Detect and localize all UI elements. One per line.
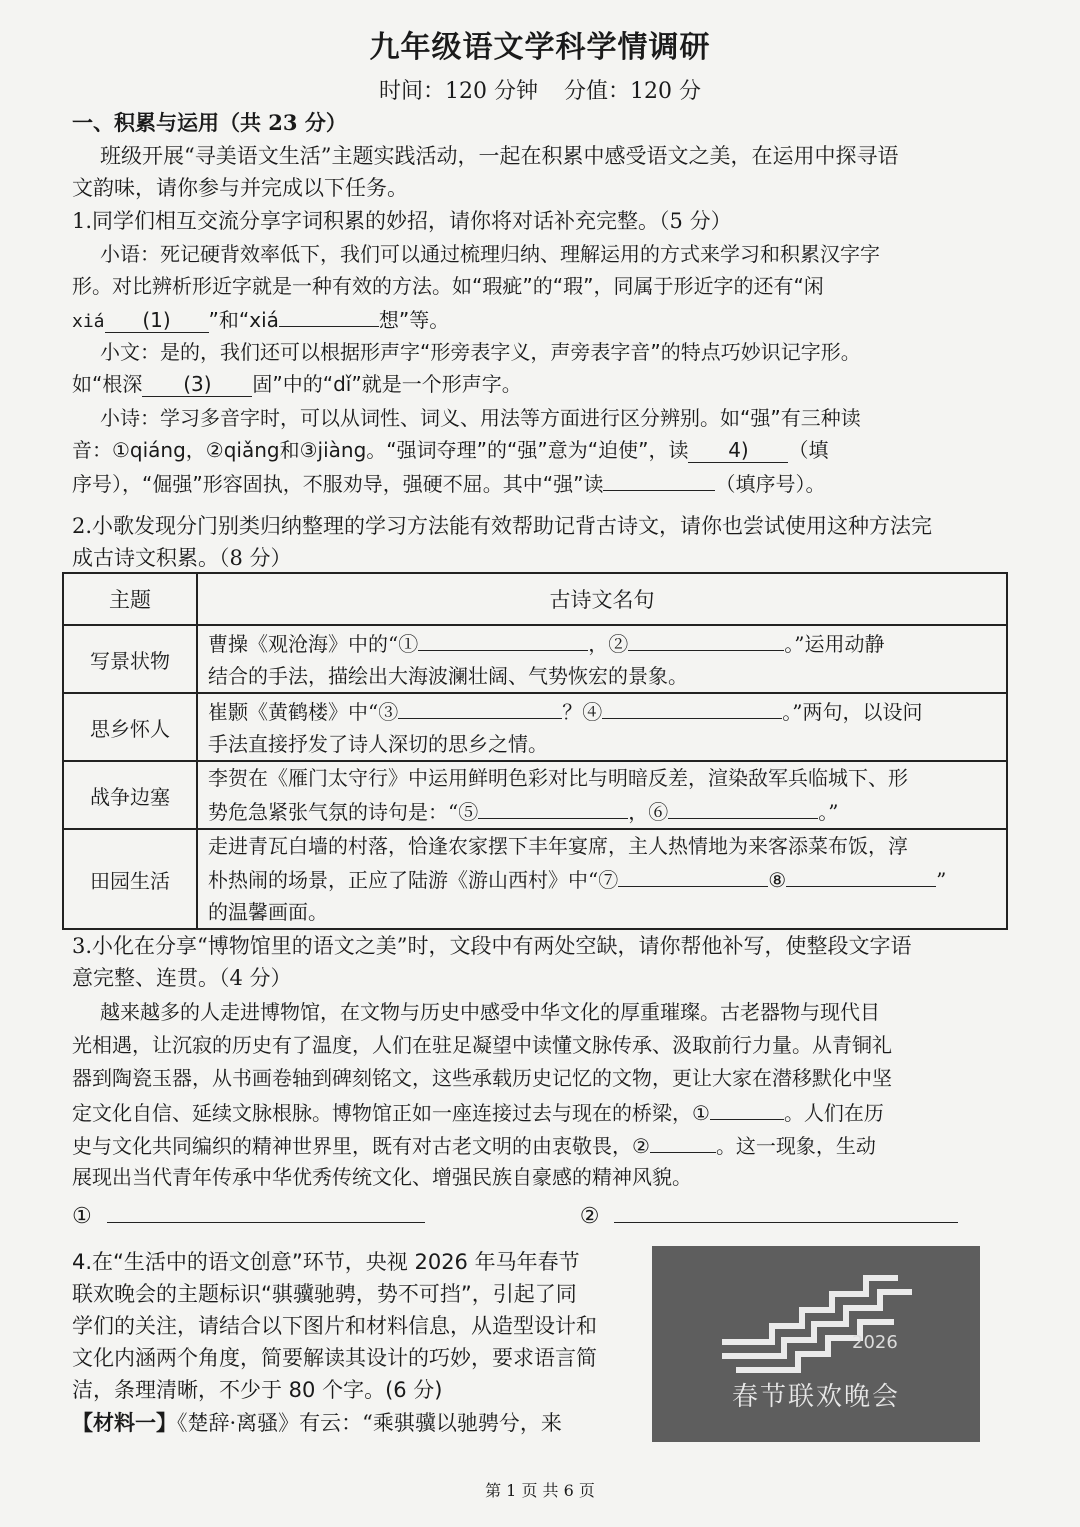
- question-4-stem: 文化内涵两个角度，简要解读其设计的巧妙，要求语言简: [72, 1346, 597, 1370]
- section-heading: 一、积累与运用（共 23 分）: [72, 110, 347, 135]
- answer-blank[interactable]: [710, 1095, 784, 1120]
- question-4-stem: 学们的关注，请结合以下图片和材料信息，从造型设计和: [72, 1314, 597, 1338]
- dialogue-line: 如“根深 (3) 固”中的“dǐ”就是一个形声字。: [72, 372, 522, 396]
- answer-blank[interactable]: [602, 694, 782, 719]
- time-limit: 时间：120 分钟: [379, 79, 538, 104]
- answer-blank[interactable]: [786, 862, 936, 887]
- answer-blank[interactable]: [650, 1128, 716, 1153]
- question-4-stem: 4.在“生活中的语文创意”环节，央视 2026 年马年春节: [72, 1250, 580, 1274]
- gala-logo-image: [652, 1246, 980, 1442]
- table-header-row: [63, 573, 1007, 625]
- dialogue-line: 小诗：学习多音字时，可以从词性、词义、用法等方面进行区分辨别。如“强”有三种读: [100, 406, 861, 430]
- dialogue-line: 小语：死记硬背效率低下，我们可以通过梳理归纳、理解运用的方式来学习和积累汉字字: [100, 242, 880, 266]
- answer-blank-4[interactable]: 4): [688, 438, 788, 463]
- table-row: [63, 761, 1007, 829]
- material-line: [72, 1406, 640, 1440]
- answer-lines: [72, 1198, 972, 1229]
- answer-blank[interactable]: [478, 794, 628, 819]
- section-intro: 班级开展“寻美语文生活”主题实践活动，一起在积累中感受语文之美，在运用中探寻语: [100, 144, 899, 168]
- table-row: [63, 625, 1007, 693]
- dialogue-line: 序号），“倔强”形容固执，不服劝导，强硬不屈。其中“强”读 （填序号）。: [72, 466, 1012, 501]
- answer-blank-5[interactable]: [603, 466, 715, 491]
- table-row: [63, 693, 1007, 761]
- poem-table: [62, 572, 1008, 930]
- answer-blank-2[interactable]: [279, 302, 379, 327]
- row-content: 走进青瓦白墙的村落，恰逢农家摆下丰年宴席，主人热情地为来客添菜布饭，淳 朴热闹的场景，正应了陆游《游山西村》中“⑦ ⑧ ” 的温馨画面。: [197, 829, 1007, 929]
- passage-line: 史与文化共同编织的精神世界里，既有对古老文明的由衷敬畏，② 。这一现象，生动: [72, 1128, 1012, 1163]
- answer-blank[interactable]: [628, 626, 784, 651]
- section-intro: 文韵味，请你参与并完成以下任务。: [72, 176, 408, 200]
- dialogue-line: xiá (1) ”和“xiá 想”等。: [72, 302, 1012, 338]
- answer-label: ①: [72, 1204, 92, 1229]
- question-4-stem: 联欢晚会的主题标识“骐骥驰骋，势不可挡”，引起了同: [72, 1282, 577, 1306]
- column-header: 古诗文名句: [197, 573, 1007, 625]
- answer-blank[interactable]: [668, 794, 818, 819]
- answer-label: ②: [579, 1204, 600, 1229]
- answer-line-1[interactable]: [107, 1198, 425, 1223]
- row-theme: 战争边塞: [63, 761, 197, 829]
- row-theme: 写景状物: [63, 625, 197, 693]
- answer-blank[interactable]: [398, 694, 562, 719]
- passage-line: 光相遇，让沉寂的历史有了温度，人们在驻足凝望中读懂文脉传承、汲取前行力量。从青铜礼: [72, 1033, 892, 1057]
- question-1-stem: 1.同学们相互交流分享字词积累的妙招，请你将对话补充完整。（5 分）: [72, 209, 732, 233]
- answer-blank-1[interactable]: (1): [105, 308, 209, 333]
- page-number: 第 1 页 共 6 页: [485, 1481, 595, 1500]
- logo-caption: 春节联欢晚会: [731, 1382, 900, 1412]
- answer-line-2[interactable]: [614, 1198, 958, 1223]
- question-2-stem: 2.小歌发现分门别类归纳整理的学习方法能有效帮助记背古诗文，请你也尝试使用这种方法完: [72, 514, 933, 538]
- dialogue-line: 小文：是的，我们还可以根据形声字“形旁表字义，声旁表字音”的特点巧妙识记字形。: [100, 340, 861, 364]
- passage-line: 展现出当代青年传承中华优秀传统文化、增强民族自豪感的精神风貌。: [72, 1165, 692, 1189]
- material-label: 【材料一】: [72, 1410, 177, 1435]
- row-theme: 思乡怀人: [63, 693, 197, 761]
- passage-line: 越来越多的人走进博物馆，在文物与历史中感受中华文化的厚重璀璨。古老器物与现代目: [100, 1000, 880, 1024]
- exam-info: [0, 74, 1080, 105]
- column-header: 主题: [63, 573, 197, 625]
- question-2-stem: 成古诗文积累。（8 分）: [72, 546, 292, 570]
- dialogue-line: 形。对比辨析形近字就是一种有效的方法。如“瑕疵”的“瑕”，同属于形近字的还有“闲: [72, 274, 824, 298]
- table-row: [63, 829, 1007, 929]
- answer-blank[interactable]: [418, 626, 588, 651]
- question-4-stem: 洁，条理清晰，不少于 80 个字。(6 分): [72, 1378, 443, 1402]
- row-content: 崔颢《黄鹤楼》中“③ ？④ 。”两句，以设问 手法直接抒发了诗人深切的思乡之情。: [197, 693, 1007, 761]
- dialogue-line: 音：①qiáng，②qiǎng和③jiàng。“强词夺理”的“强”意为“迫使”，读 4) （填: [72, 438, 829, 462]
- page-title: 九年级语文学科学情调研: [369, 30, 711, 65]
- logo-year: 2026: [852, 1332, 898, 1353]
- question-3-stem: 意完整、连贯。（4 分）: [72, 966, 292, 990]
- answer-blank-3[interactable]: (3): [142, 372, 252, 397]
- row-content: 李贺在《雁门太守行》中运用鲜明色彩对比与明暗反差，渲染敌军兵临城下、形 势危急紧张气氛的诗句是：“⑤ ，⑥ 。”: [197, 761, 1007, 829]
- answer-blank[interactable]: [618, 862, 768, 887]
- passage-line: 器到陶瓷玉器，从书画卷轴到碑刻铭文，这些承载历史记忆的文物，更让大家在潜移默化中坚: [72, 1066, 892, 1090]
- row-theme: 田园生活: [63, 829, 197, 929]
- passage-line: 定文化自信、延续文脉根脉。博物馆正如一座连接过去与现在的桥梁，① 。人们在历: [72, 1095, 1012, 1130]
- row-content: 曹操《观沧海》中的“① ，② 。”运用动静 结合的手法，描绘出大海波澜壮阔、气势恢宏的景象。: [197, 625, 1007, 693]
- total-score: 分值：120 分: [564, 79, 701, 104]
- question-3-stem: 3.小化在分享“博物馆里的语文之美”时，文段中有两处空缺，请你帮他补写，使整段文字语: [72, 934, 912, 958]
- material-text: 《楚辞·离骚》有云：“乘骐骥以驰骋兮，来: [177, 1411, 562, 1435]
